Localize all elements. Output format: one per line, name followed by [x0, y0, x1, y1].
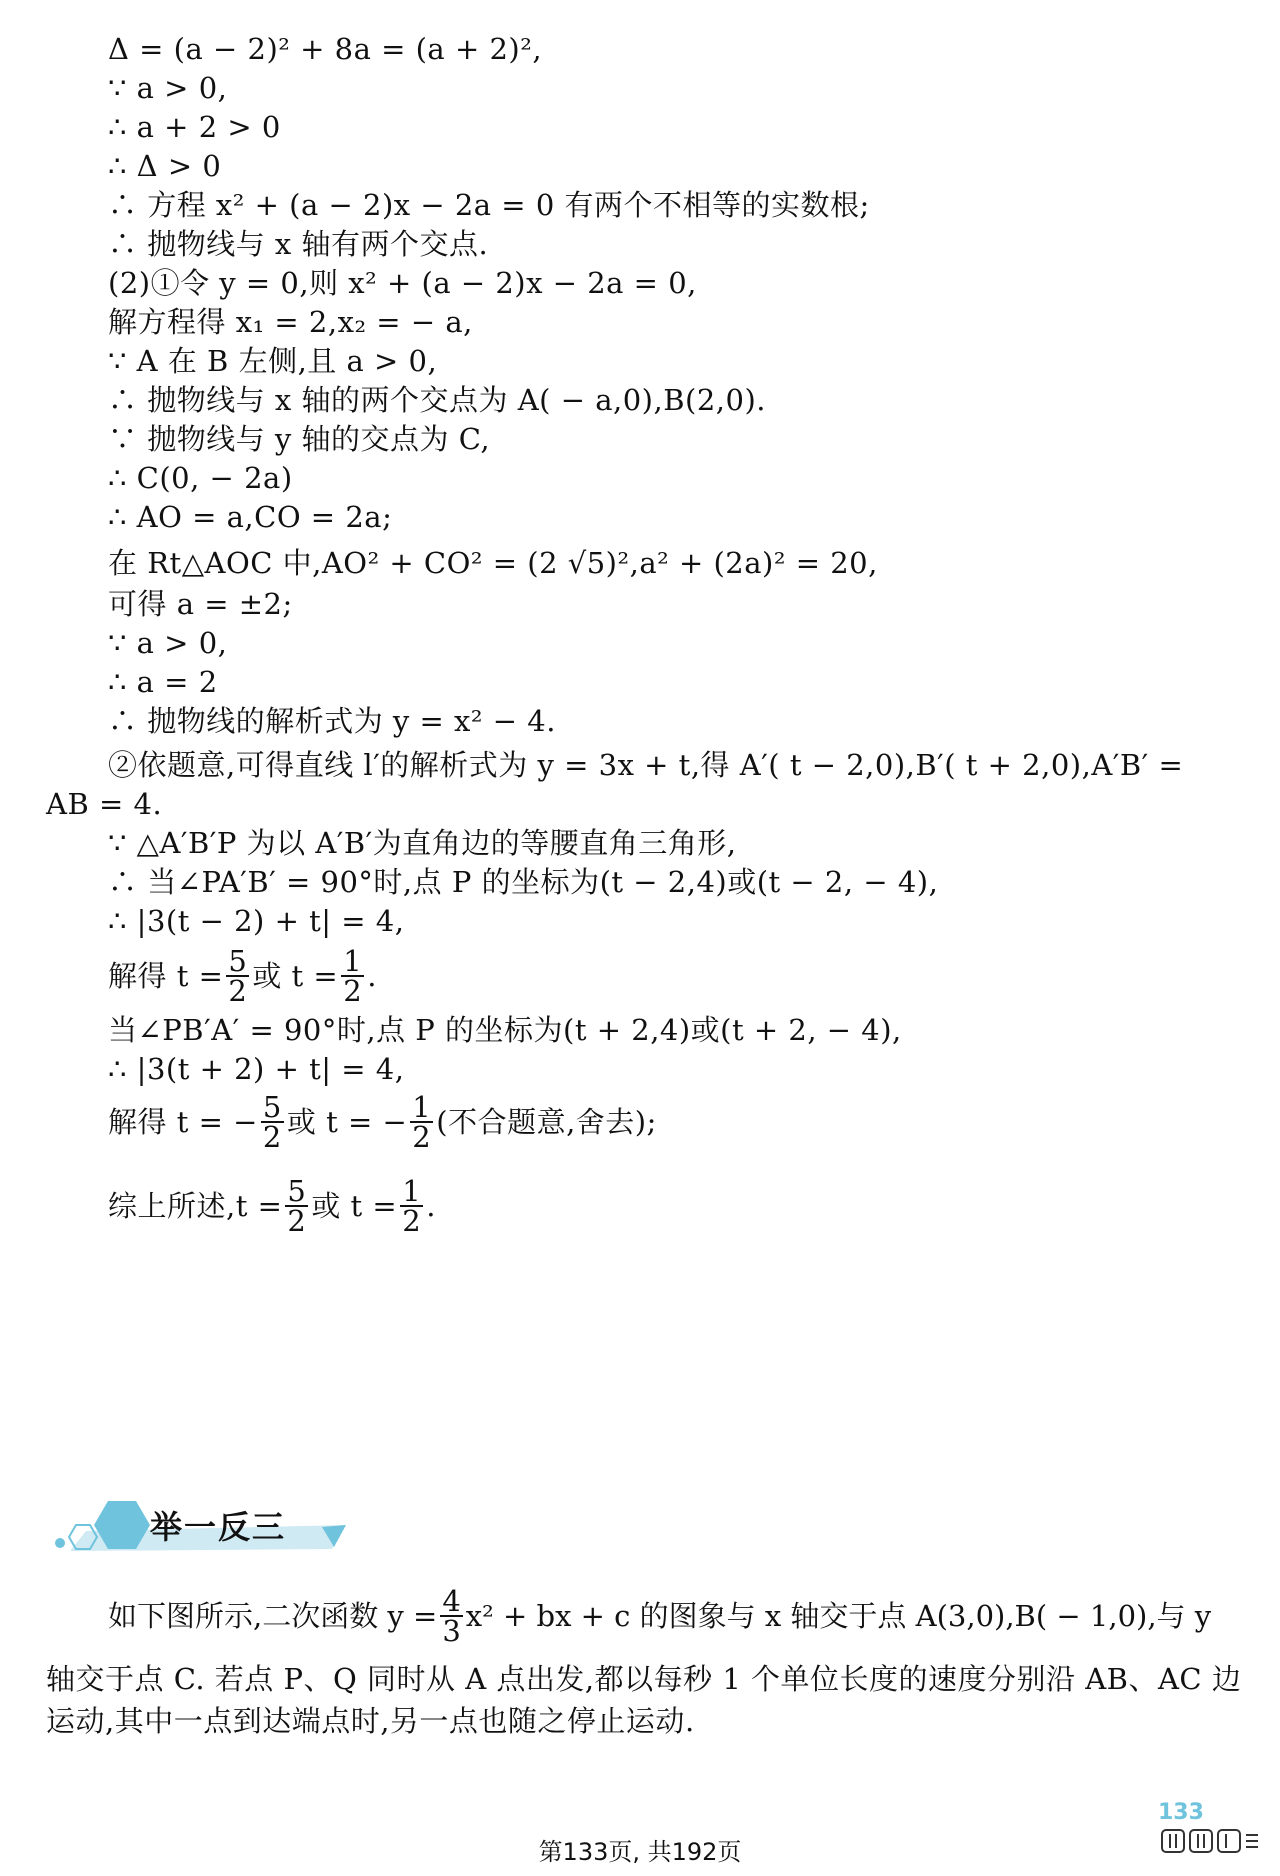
denominator: 2: [228, 974, 248, 1008]
numerator: 5: [228, 944, 248, 978]
viewer-toolbar-icon[interactable]: [1160, 1826, 1260, 1856]
text: 如下图所示,二次函数 y =: [108, 1599, 438, 1633]
denominator: 2: [343, 974, 363, 1008]
fraction: [400, 1174, 423, 1238]
solution-line: 在 Rt△AOC 中,AO² + CO² = (2 √5)²,a² + (2a)² = 20,: [108, 546, 878, 580]
solution-line: ∴ |3(t + 2) + t| = 4,: [108, 1052, 405, 1086]
fraction: [341, 944, 364, 1008]
solution-line: ∴ 抛物线与 x 轴有两个交点.: [108, 227, 489, 261]
page-number: 133: [1158, 1800, 1204, 1825]
text: x² + bx + c 的图象与 x 轴交于点 A(3,0),B( − 1,0),与 y: [465, 1599, 1212, 1633]
fraction: [226, 944, 249, 1008]
fraction: [285, 1174, 308, 1238]
numerator: 1: [402, 1174, 422, 1208]
text: 或 t =: [252, 959, 339, 993]
text: 或 t = −: [286, 1105, 408, 1139]
solution-line: ∵ A 在 B 左侧,且 a > 0,: [108, 344, 438, 378]
fraction: [410, 1090, 433, 1154]
solution-line: Δ = (a − 2)² + 8a = (a + 2)²,: [108, 32, 543, 66]
text: 或 t =: [311, 1189, 398, 1223]
numerator: 5: [262, 1090, 282, 1124]
denominator: 2: [287, 1204, 307, 1238]
denominator: 3: [442, 1614, 461, 1648]
section-title: 举一反三: [150, 1508, 287, 1546]
fraction: [440, 1584, 462, 1648]
solution-line: 当∠PB′A′ = 90°时,点 P 的坐标为(t + 2,4)或(t + 2, − 4),: [108, 1013, 902, 1047]
page-footer: 第133页, 共192页: [538, 1838, 742, 1866]
solution-line: ∵ a > 0,: [108, 71, 228, 105]
denominator: 2: [412, 1120, 432, 1154]
solution-line: ②依题意,可得直线 l′的解析式为 y = 3x + t,得 A′( t − 2,0),B′( t + 2,0),A′B′ =: [108, 748, 1184, 782]
solution-line: ∴ AO = a,CO = 2a;: [108, 500, 393, 534]
denominator: 2: [262, 1120, 282, 1154]
solution-line: ∴ 抛物线的解析式为 y = x² − 4.: [108, 704, 556, 738]
text: (不合题意,舍去);: [436, 1105, 657, 1139]
solution-line: ∵ a > 0,: [108, 626, 228, 660]
numerator: 4: [442, 1584, 461, 1618]
summary-line: [108, 1176, 436, 1237]
solution-line: ∴ C(0, − 2a): [108, 461, 293, 495]
solution-line: ∵ 抛物线与 y 轴的交点为 C,: [108, 422, 491, 456]
dot-icon: [55, 1538, 65, 1548]
solution-line: ∴ |3(t − 2) + t| = 4,: [108, 904, 405, 938]
solution-line: AB = 4.: [46, 787, 163, 821]
solution-line: 解方程得 x₁ = 2,x₂ = − a,: [108, 305, 473, 339]
solve-line-1: [108, 946, 377, 1007]
solve-line-2: [108, 1092, 657, 1153]
fraction: [261, 1090, 284, 1154]
solution-line: ∴ 方程 x² + (a − 2)x − 2a = 0 有两个不相等的实数根;: [108, 188, 870, 222]
solution-line: ∴ a + 2 > 0: [108, 110, 281, 144]
solution-line: ∴ a = 2: [108, 665, 218, 699]
text: .: [426, 1189, 436, 1223]
solution-line: 可得 a = ±2;: [108, 587, 293, 621]
solution-line: ∵ △A′B′P 为以 A′B′为直角边的等腰直角三角形,: [108, 826, 737, 860]
numerator: 5: [287, 1174, 307, 1208]
text: 综上所述,t =: [108, 1189, 283, 1223]
solution-line: (2)①令 y = 0,则 x² + (a − 2)x − 2a = 0,: [108, 266, 697, 300]
numerator: 1: [412, 1090, 432, 1124]
text: 解得 t = −: [108, 1105, 258, 1139]
denominator: 2: [402, 1204, 422, 1238]
solution-line: ∴ Δ > 0: [108, 149, 222, 183]
problem-line-1: [108, 1586, 1280, 1647]
numerator: 1: [343, 944, 363, 978]
solution-line: ∴ 当∠PA′B′ = 90°时,点 P 的坐标为(t − 2,4)或(t − 2, − 4),: [108, 865, 939, 899]
problem-line-3: 运动,其中一点到达端点时,另一点也随之停止运动.: [46, 1704, 695, 1738]
text: 解得 t =: [108, 959, 224, 993]
solution-line: ∴ 抛物线与 x 轴的两个交点为 A( − a,0),B(2,0).: [108, 383, 766, 417]
text: .: [367, 959, 377, 993]
problem-line-2: 轴交于点 C. 若点 P、Q 同时从 A 点出发,都以每秒 1 个单位长度的速度分别沿 AB、AC 边: [46, 1662, 1242, 1696]
